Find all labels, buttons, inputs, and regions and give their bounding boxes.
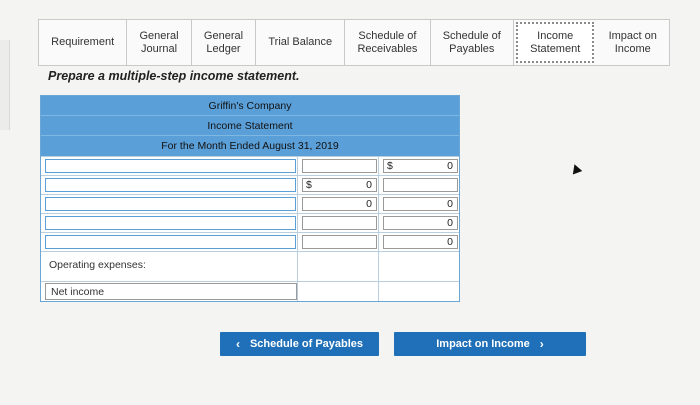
table-row — [41, 213, 459, 232]
statement-period: For the Month Ended August 31, 2019 — [161, 140, 339, 152]
table-row — [41, 156, 459, 175]
net-income-label: Net income — [45, 283, 297, 300]
tab-schedule-of-payables[interactable]: Schedule of Payables — [431, 20, 514, 65]
tab-general-journal[interactable]: General Journal — [127, 20, 191, 65]
previous-button-label: Schedule of Payables — [249, 338, 364, 350]
amount-input[interactable] — [302, 159, 377, 173]
amount-value: 0 — [366, 198, 372, 210]
account-select[interactable] — [45, 216, 296, 230]
account-select[interactable] — [45, 159, 296, 173]
company-name: Griffin's Company — [41, 96, 459, 116]
chevron-right-icon: › — [539, 337, 544, 351]
statement-header — [41, 96, 459, 156]
account-select[interactable] — [45, 197, 296, 211]
instruction-text: Prepare a multiple-step income statement. — [48, 69, 300, 83]
tab-general-ledger[interactable]: General Ledger — [192, 20, 256, 65]
dollar-sign: $ — [306, 179, 312, 191]
left-edge-panel — [0, 40, 10, 130]
total-value: 0 — [447, 198, 453, 210]
next-impact-on-income-button[interactable] — [394, 332, 586, 356]
operating-expenses-label: Operating expenses: — [49, 259, 146, 271]
account-select[interactable] — [45, 178, 296, 192]
total-input[interactable] — [383, 178, 458, 192]
table-row — [41, 232, 459, 251]
income-statement-table — [40, 95, 460, 302]
tab-trial-balance[interactable]: Trial Balance — [256, 20, 345, 65]
table-row — [41, 175, 459, 194]
amount-input[interactable] — [302, 235, 377, 249]
amount-value: 0 — [366, 179, 372, 191]
tab-requirement[interactable]: Requirement — [39, 20, 127, 65]
dollar-sign: $ — [387, 160, 393, 172]
tab-bar — [38, 19, 670, 66]
table-row — [41, 251, 459, 281]
table-row — [41, 281, 459, 301]
tab-schedule-of-receivables[interactable]: Schedule of Receivables — [345, 20, 430, 65]
total-value: 0 — [447, 160, 453, 172]
chevron-left-icon: ‹ — [235, 337, 240, 351]
statement-title: Income Statement — [41, 116, 459, 136]
next-button-label: Impact on Income — [436, 338, 530, 350]
previous-schedule-of-payables-button[interactable] — [220, 332, 379, 356]
account-select[interactable] — [45, 235, 296, 249]
tab-impact-on-income[interactable]: Impact on Income — [608, 29, 657, 55]
mouse-cursor-icon — [570, 163, 582, 175]
tab-income-statement[interactable]: Income Statement — [516, 22, 594, 63]
amount-input[interactable] — [302, 216, 377, 230]
table-row — [41, 194, 459, 213]
total-value: 0 — [447, 236, 453, 248]
total-value: 0 — [447, 217, 453, 229]
